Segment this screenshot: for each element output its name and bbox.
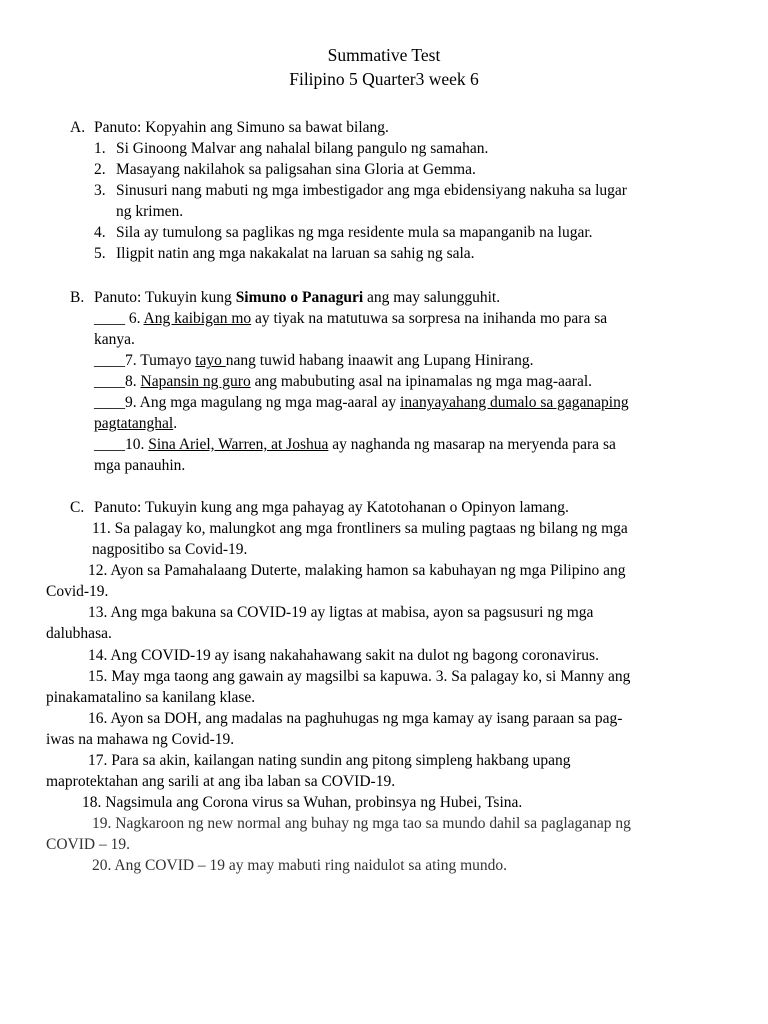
question-line-continued: mga panauhin. — [94, 457, 186, 474]
statement-line: 18. Nagsimula ang Corona virus sa Wuhan, probinsya ng Hubei, Tsina. — [82, 794, 523, 811]
statement-line: 20. Ang COVID – 19 ay may mabuti ring naidulot sa ating mundo. — [92, 857, 508, 874]
statement-line: 15. May mga taong ang gawain ay magsilbi sa kapuwa. 3. Sa palagay ko, si Manny ang — [88, 668, 631, 685]
statement-line-continued: pinakamatalino sa kanilang klase. — [46, 689, 256, 706]
question-line: ____ 6. Ang kaibigan mo ay tiyak na matutuwa sa sorpresa na inihanda mo para sa — [94, 310, 608, 327]
section-c-instruction: Panuto: Tukuyin kung ang mga pahayag ay Katotohanan o Opinyon lamang. — [94, 499, 569, 516]
answer-blank: ____ — [94, 373, 125, 390]
statement-line: 12. Ayon sa Pamahalaang Duterte, malaking hamon sa kabuhayan ng mga Pilipino ang — [88, 562, 626, 579]
statement-line: 14. Ang COVID-19 ay isang nakahahawang sakit na dulot ng bagong coronavirus. — [88, 647, 599, 664]
item-text: Sila ay tumulong sa paglikas ng mga residente mula sa mapanganib na lugar. — [116, 224, 593, 241]
statement-line-continued: COVID – 19. — [46, 836, 130, 853]
section-a-marker: A. — [70, 119, 86, 136]
question-line-continued: pagtatanghal. — [94, 415, 178, 432]
item-number: 5. — [94, 245, 106, 262]
underlined-phrase: pagtatanghal — [94, 415, 174, 432]
item-text: Sinusuri nang mabuti ng mga imbestigador ang mga ebidensiyang nakuha sa lugar — [116, 182, 627, 199]
instruction-bold-terms: Simuno o Panaguri — [235, 289, 364, 306]
underlined-phrase: Sina Ariel, Warren, at Joshua — [148, 436, 329, 453]
question-line: ____7. Tumayo tayo nang tuwid habang inaawit ang Lupang Hinirang. — [94, 352, 534, 369]
answer-blank: ____ — [94, 436, 125, 453]
statement-line-continued: dalubhasa. — [46, 625, 112, 642]
statement-line-continued: Covid-19. — [46, 583, 109, 600]
question-line: ____9. Ang mga magulang ng mga mag-aaral ay inanyayahang dumalo sa gaganaping — [94, 394, 629, 411]
answer-blank: ____ — [94, 394, 125, 411]
statement-line: 13. Ang mga bakuna sa COVID-19 ay ligtas at mabisa, ayon sa pagsusuri ng mga — [88, 604, 594, 621]
item-number: 1. — [94, 140, 106, 157]
item-text: Iligpit natin ang mga nakakalat na laruan sa sahig ng sala. — [116, 245, 475, 262]
question-line-continued: kanya. — [94, 331, 135, 348]
section-b-marker: B. — [70, 289, 85, 306]
statement-line: 19. Nagkaroon ng new normal ang buhay ng mga tao sa mundo dahil sa paglaganap ng — [92, 815, 631, 832]
question-line: ____8. Napansin ng guro ang mabubuting asal na ipinamalas ng mga mag-aaral. — [94, 373, 593, 390]
underlined-phrase: inanyayahang dumalo sa gaganaping — [400, 394, 629, 411]
section-c-marker: C. — [70, 499, 85, 516]
item-number: 3. — [94, 182, 106, 199]
statement-line: 16. Ayon sa DOH, ang madalas na paghuhugas ng mga kamay ay isang paraan sa pag- — [88, 710, 623, 727]
answer-blank: ____ — [94, 352, 125, 369]
underlined-phrase: tayo — [195, 352, 226, 369]
statement-line: 11. Sa palagay ko, malungkot ang mga frontliners sa muling pagtaas ng bilang ng mga — [92, 520, 628, 537]
item-text: Masayang nakilahok sa paligsahan sina Gloria at Gemma. — [116, 161, 476, 178]
item-number: 4. — [94, 224, 106, 241]
statement-line-continued: nagpositibo sa Covid-19. — [92, 541, 248, 558]
section-a-instruction: Panuto: Kopyahin ang Simuno sa bawat bilang. — [94, 119, 389, 136]
statement-line-continued: maprotektahan ang sarili at ang iba laban sa COVID-19. — [46, 773, 396, 790]
document-title: Summative Test — [327, 45, 441, 65]
answer-blank: ____ — [94, 310, 125, 327]
document-subtitle: Filipino 5 Quarter3 week 6 — [289, 69, 479, 89]
statement-line: 17. Para sa akin, kailangan nating sundin ang pitong simpleng hakbang upang — [88, 752, 571, 769]
item-number: 2. — [94, 161, 106, 178]
statement-line-continued: iwas na mahawa ng Covid-19. — [46, 731, 235, 748]
underlined-phrase: Napansin ng guro — [140, 373, 251, 390]
underlined-phrase: Ang kaibigan mo — [143, 310, 252, 327]
question-line: ____10. Sina Ariel, Warren, at Joshua ay naghanda ng masarap na meryenda para sa — [94, 436, 616, 453]
section-b-instruction: Panuto: Tukuyin kung Simuno o Panaguri ang may salungguhit. — [94, 289, 501, 306]
item-text-continued: ng krimen. — [116, 203, 184, 220]
item-text: Si Ginoong Malvar ang nahalal bilang pangulo ng samahan. — [116, 140, 489, 157]
